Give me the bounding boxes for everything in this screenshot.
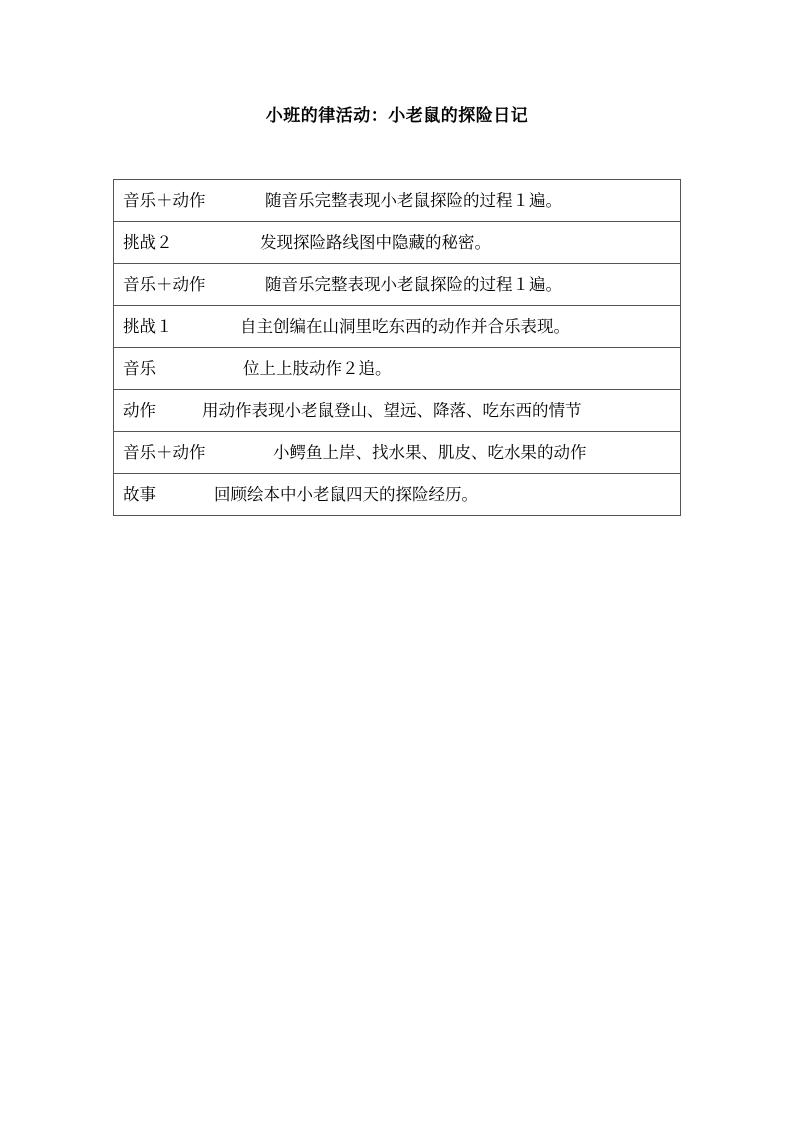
table-cell	[114, 474, 681, 516]
table-cell	[114, 348, 681, 390]
table-row	[114, 222, 681, 264]
table-cell	[114, 222, 681, 264]
segment-description: 自主创编在山洞里吃东西的动作并合乐表现。	[240, 316, 570, 336]
segment-description: 随音乐完整表现小老鼠探险的过程１遍。	[265, 274, 562, 294]
segment-label: 挑战２	[123, 232, 173, 252]
table-cell	[114, 432, 681, 474]
segment-description: 回顾绘本中小老鼠四天的探险经历。	[214, 484, 478, 504]
segment-label: 音乐＋动作	[123, 442, 206, 462]
table-row	[114, 180, 681, 222]
segment-label: 音乐＋动作	[123, 274, 206, 294]
segment-description: 位上上肢动作２追。	[243, 358, 392, 378]
segment-description: 用动作表现小老鼠登山、望远、降落、吃东西的情节	[202, 400, 582, 420]
segment-label: 音乐＋动作	[123, 190, 206, 210]
activity-table	[113, 179, 681, 516]
segment-description: 随音乐完整表现小老鼠探险的过程１遍。	[265, 190, 562, 210]
table-row	[114, 264, 681, 306]
page-title: 小班的律活动：小老鼠的探险日记	[265, 106, 529, 126]
segment-label: 动作	[123, 400, 156, 420]
table-row	[114, 474, 681, 516]
table-row	[114, 390, 681, 432]
table-cell	[114, 264, 681, 306]
segment-label: 挑战１	[123, 316, 173, 336]
table-cell	[114, 306, 681, 348]
segment-description: 发现探险路线图中隐藏的秘密。	[260, 232, 491, 252]
table-row	[114, 348, 681, 390]
table-row	[114, 306, 681, 348]
segment-label: 故事	[123, 484, 156, 504]
table-row	[114, 432, 681, 474]
segment-description: 小鳄鱼上岸、找水果、肌皮、吃水果的动作	[273, 442, 587, 462]
segment-label: 音乐	[123, 358, 156, 378]
table-cell	[114, 180, 681, 222]
table-cell	[114, 390, 681, 432]
